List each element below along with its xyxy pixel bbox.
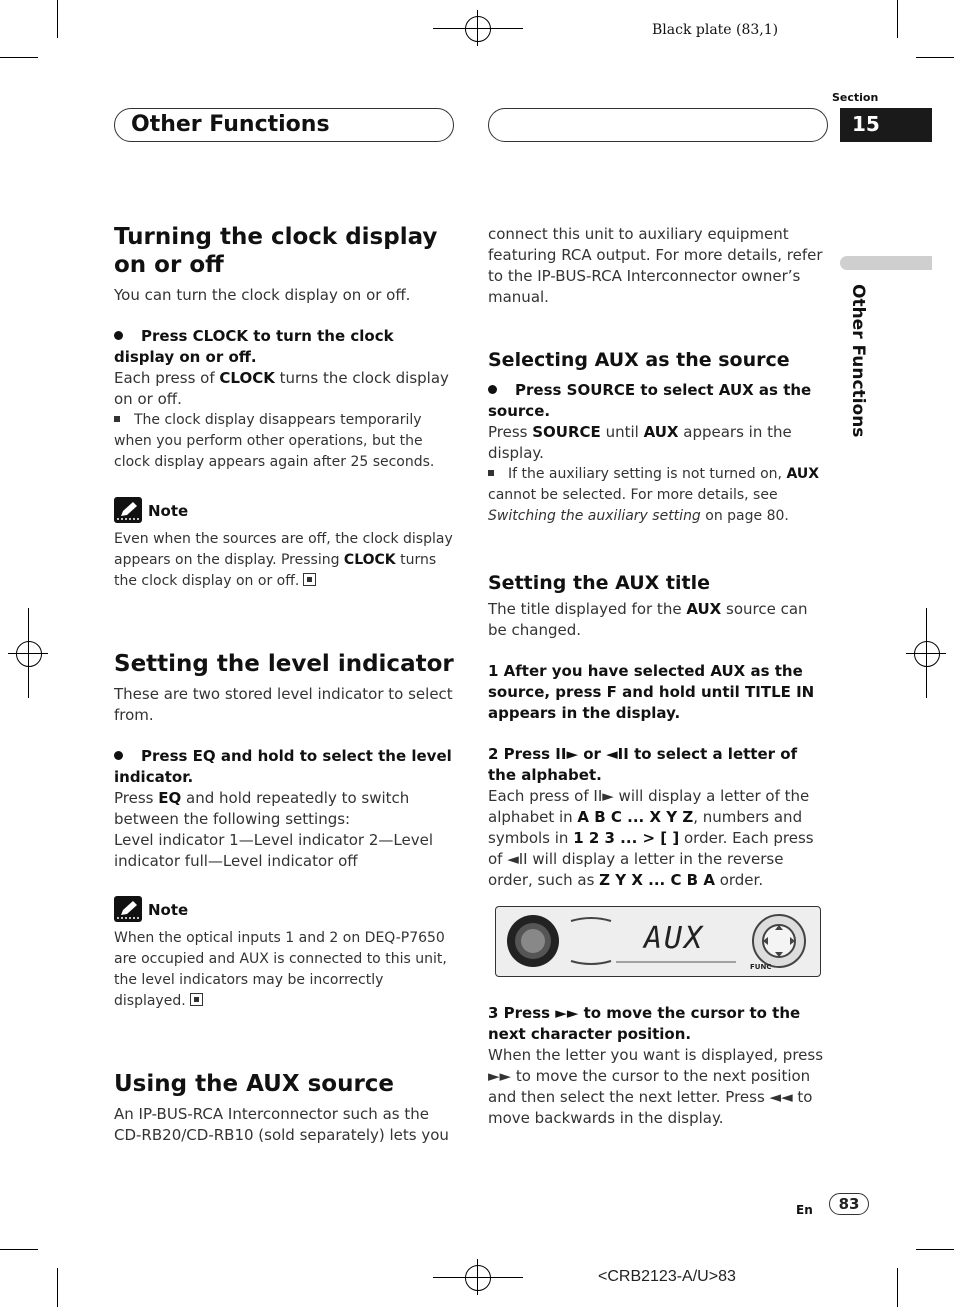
clock-body: Each press of CLOCK turns the clock display on or off. [114,369,449,408]
clock-step: Press CLOCK to turn the clock display on or off. [114,327,394,366]
clock-heading: Turning the clock display on or off [114,224,438,278]
section-number-box [840,108,932,142]
select-aux-body: Press SOURCE until AUX appears in the display. [488,423,792,462]
aux-title-step-3: 3 Press ►► to move the cursor to the next character position. [488,1004,801,1043]
crop-mark [916,1249,954,1250]
plate-label: Black plate (83,1) [652,22,779,38]
clock-intro: You can turn the clock display on or off. [114,286,411,304]
bullet-icon [488,385,497,394]
registration-circle [914,641,940,667]
level-body: Press EQ and hold repeatedly to switch between the following settings: [114,789,410,828]
end-mark-icon [190,993,203,1006]
left-column [114,223,454,1146]
blank-header-pill [488,108,828,142]
select-aux-step: Press SOURCE to select AUX as the source. [488,381,812,420]
note-pencil-icon [114,896,142,922]
right-column [488,224,828,891]
registration-circle [465,16,491,42]
aux-title-step-2: 2 Press ⅠⅠ► or ◄ⅠⅠ to select a letter of the alphabet. [488,745,798,784]
clock-note-text: Even when the sources are off, the clock display appears on the display. Pressing CLOCK turns the clock display on or off. [114,531,453,589]
crop-mark [0,57,38,58]
side-tab [840,256,932,270]
crop-mark [57,0,58,38]
end-mark-icon [303,573,316,586]
lcd-display-illustration [495,906,821,977]
square-bullet-icon [114,416,120,422]
right-column-bottom [488,1003,828,1129]
crop-mark [897,1268,898,1307]
lcd-func-label: FUNC [750,963,772,971]
chapter-title: Other Functions [131,112,330,137]
aux-intro-continued: connect this unit to auxiliary equipment featuring RCA output. For more details, refer to the IP-BUS-RCA Interconnector owner’s manual. [488,225,823,306]
bullet-icon [114,331,123,340]
level-intro: These are two stored level indicator to select from. [114,685,453,724]
crop-mark [897,0,898,38]
note-pencil-icon [114,497,142,523]
aux-title-step-2-body: Each press of ⅠⅠ► will display a letter of the alphabet in A B C ... X Y Z, numbers and symbols in 1 2 3 ... > [ ] order. Each press of ◄ⅠⅠ will display a letter in the reverse order, such as Z Y X ... C B A order. [488,787,814,889]
section-number: 15 [852,112,880,136]
aux-heading: Using the AUX source [114,1071,395,1097]
crop-mark [57,1268,58,1307]
clock-tip: The clock display disappears temporarily when you perform other operations, but the clock display appears again after 25 seconds. [114,412,435,470]
crop-mark [0,1249,38,1250]
registration-circle [16,641,42,667]
side-tab-label: Other Functions [848,284,868,438]
registration-circle [465,1265,491,1291]
document-code: <CRB2123-A/U>83 [598,1268,736,1285]
aux-title-heading: Setting the AUX title [488,572,710,594]
aux-title-intro: The title displayed for the AUX source can be changed. [488,600,808,639]
aux-title-step-1: 1 After you have selected AUX as the source, press F and hold until TITLE IN appears in the display. [488,662,815,722]
aux-intro: An IP-BUS-RCA Interconnector such as the CD-RB20/CD-RB10 (sold separately) lets you [114,1105,449,1144]
level-settings: Level indicator 1—Level indicator 2—Level indicator full—Level indicator off [114,831,433,870]
section-label: Section [832,91,879,104]
language-label: En [796,1203,813,1217]
level-heading: Setting the level indicator [114,651,454,677]
square-bullet-icon [488,470,494,476]
level-note-text: When the optical inputs 1 and 2 on DEQ-P7650 are occupied and AUX is connected to this unit, the level indicators may be incorrectly displayed. [114,930,447,1009]
chapter-header-pill [114,108,454,142]
level-step: Press EQ and hold to select the level indicator. [114,747,452,786]
page-number: 83 [829,1193,869,1215]
crop-mark [916,57,954,58]
aux-title-step-3-body: When the letter you want is displayed, press ►► to move the cursor to the next position and then select the next letter. Press ◄◄ to move backwards in the display. [488,1046,824,1127]
lcd-aux-text: AUX [644,921,705,956]
level-note-header: Note [114,896,454,922]
clock-note-header: Note [114,497,454,523]
bullet-icon [114,751,123,760]
select-aux-tip: If the auxiliary setting is not turned on, AUX cannot be selected. For more details, see Switching the auxiliary setting on page 80. [488,466,820,524]
select-aux-heading: Selecting AUX as the source [488,349,790,371]
